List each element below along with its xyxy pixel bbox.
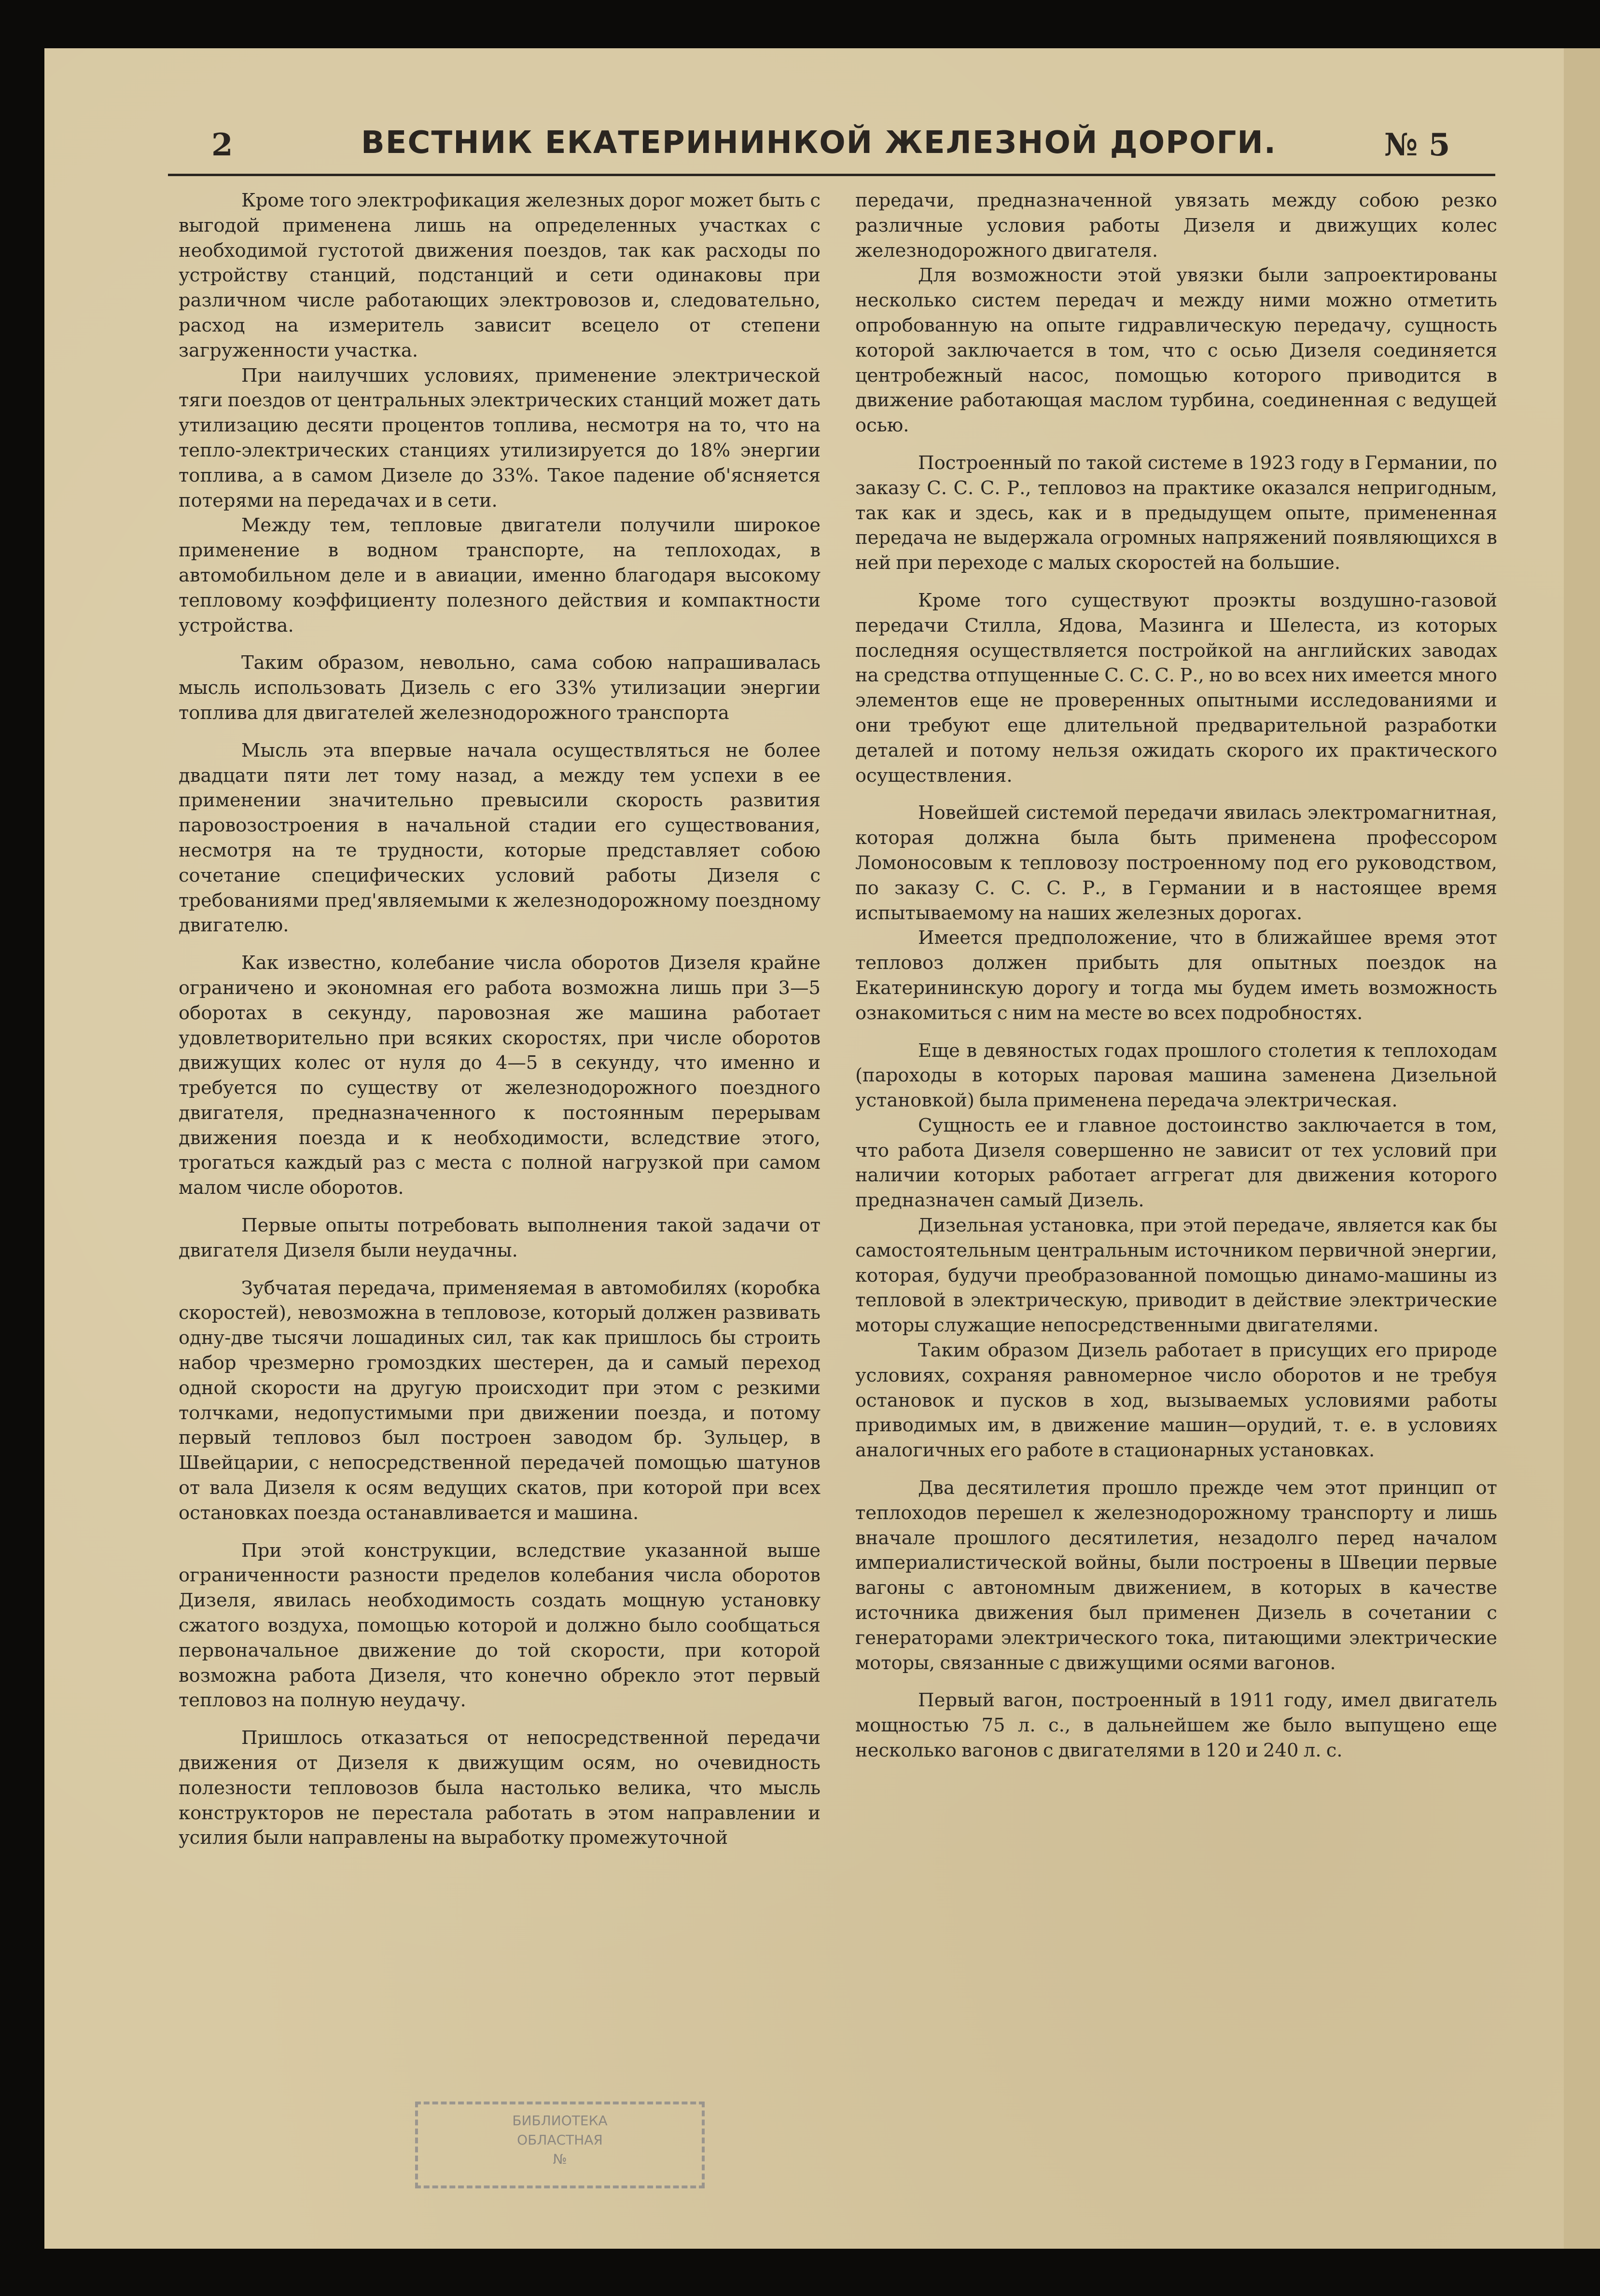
- page-edge: [1564, 48, 1600, 2249]
- stamp-line: №: [553, 2151, 567, 2167]
- paragraph: Дизельная установка, при этой передаче, является как бы самостоятельным центральным источником первичной энергии, которая, будучи преобразованной помощью динамо-машины из тепловой в электрическую, приводит в действие электрические моторы служащие непосредственными двигателями.: [855, 1215, 1497, 1337]
- left-column: [179, 188, 821, 1851]
- paragraph: Два десятилетия прошло прежде чем этот принцип от теплоходов перешел к железнодорожному транспорту и лишь вначале прошлого десятилетия, незадолго перед началом империалистической войны, были построены в Швеции первые вагоны с автономным движением, в которых в качестве источника движения был применен Дизель в сочетании с генераторами электрического тока, питающими электрические моторы, связанные с движущими осями вагонов.: [855, 1477, 1497, 1674]
- paragraph: Пришлось отказаться от непосредственной передачи движения от Дизеля к движущим осям, но очевидность полезности тепловозов была настолько велика, что мысль конструкторов не перестала работать в этом направлении и усилия были направлены на выработку промежуточной: [179, 1727, 821, 1849]
- stamp-line: БИБЛИОТЕКА: [512, 2113, 608, 2129]
- paragraph: Еще в девяностых годах прошлого столетия к теплоходам (пароходы в которых паровая машина заменена Дизельной установкой) была применена передача электрическая.: [855, 1039, 1497, 1112]
- issue-number: № 5: [1384, 127, 1450, 163]
- paragraph: Зубчатая передача, применяемая в автомобилях (коробка скоростей), невозможна в тепловозе, который должен развивать одну-две тысячи лошадиных сил, так как пришлось бы строить набор чрезмерно громоздких шестерен, да и самый переход одной скорости на другую происходит при этом с резкими толчками, недопустимыми при движении поезда, и потому первый тепловоз был построен заводом бр. Зульцер, в Швейцарии, с непосредственной передачей помощью шатунов от вала Дизеля к осям ведущих скатов, при которой при всех остановках поезда останавливается и машина.: [179, 1277, 821, 1524]
- newspaper-title: ВЕСТНИК ЕКАТЕРИНИНКОЙ ЖЕЛЕЗНОЙ ДОРОГИ.: [361, 125, 1277, 161]
- page-number: 2: [211, 127, 233, 163]
- paragraph: Первые опыты потребовать выполнения такой задачи от двигателя Дизеля были неудачны.: [179, 1215, 821, 1261]
- paragraph: Таким образом Дизель работает в присущих его природе условиях, сохраняя равномерное число оборотов и не требуя остановок и пусков в ход, вызываемых условиями работы приводимых им, в движение машин—орудий, т. е. в условиях аналогичных его работе в стационарных установках.: [855, 1340, 1497, 1462]
- right-column: [855, 188, 1497, 1763]
- paragraph: Как известно, колебание числа оборотов Дизеля крайне ограничено и экономная его работа возможна лишь при 3—5 оборотах в секунду, паровозная же машина работает удовлетворительно при всяких скоростях, при числе оборотов движущих колес от нуля до 4—5 в секунду, что именно и требуется по существу от железнодорожного поездного двигателя, предназначенного к постоянным перерывам движения поезда и к необходимости, вследствие этого, трогаться каждый раз с места с полной нагрузкой при самом малом числе оборотов.: [179, 952, 821, 1199]
- library-stamp: [415, 2102, 705, 2188]
- paragraph: Между тем, тепловые двигатели получили широкое применение в водном транспорте, на теплоходах, в автомобильном деле и в авиации, именно благодаря высокому тепловому коэффициенту полезного действия и компактности устройства.: [179, 514, 821, 636]
- paragraph: Построенный по такой системе в 1923 году в Германии, по заказу С. С. С. Р., тепловоз на практике оказался непригодным, так как и здесь, как и в предыдущем опыте, примененная передача не выдержала огромных напряжений появляющихся в ней при переходе с малых скоростей на большие.: [855, 452, 1497, 574]
- stamp-line: ОБЛАСТНАЯ: [517, 2132, 603, 2148]
- paragraph: Первый вагон, построенный в 1911 году, имел двигатель мощностью 75 л. с., в дальнейшем же было выпущено еще несколько вагонов с двигателями в 120 и 240 л. с.: [855, 1689, 1497, 1762]
- paragraph: передачи, предназначенной увязать между собою резко различные условия работы Дизеля и движущих колес железнодорожного двигателя.: [855, 190, 1497, 262]
- paragraph: Сущность ее и главное достоинство заключается в том, что работа Дизеля совершенно не зависит от тех условий при наличии которых работает аггрегат для движения которого предназначен самый Дизель.: [855, 1114, 1497, 1212]
- paragraph: Таким образом, невольно, сама собою напрашивалась мысль использовать Дизель с его 33% утилизации энергии топлива для двигателей железнодорожного транспорта: [179, 652, 821, 724]
- paragraph: Новейшей системой передачи явилась электромагнитная, которая должна была быть применена профессором Ломоносовым к тепловозу построенному под его руководством, по заказу С. С. С. Р., в Германии и в настоящее время испытываемому на наших железных дорогах.: [855, 802, 1497, 924]
- header-rule: [168, 174, 1495, 176]
- paragraph: При наилучших условиях, применение электрической тяги поездов от центральных электрических станций может дать утилизацию десяти процентов топлива, несмотря на то, что на тепло-электрических станциях утилизируется до 18% энергии топлива, а в самом Дизеле до 33%. Такое падение об'ясняется потерями на передачах и в сети.: [179, 364, 821, 512]
- paragraph: При этой конструкции, вследствие указанной выше ограниченности разности пределов колебания числа оборотов Дизеля, явилась необходимость создать мощную установку сжатого воздуха, помощью которой и должно было сообщаться первоначальное движение до той скорости, при которой возможна работа Дизеля, что конечно обрекло этот первый тепловоз на полную неудачу.: [179, 1539, 821, 1712]
- paragraph: Кроме того электрофикация железных дорог может быть с выгодой применена лишь на определенных участках с необходимой густотой движения поездов, так как расходы по устройству станций, подстанций и сети одинаковы при различном числе работающих электровозов и, следовательно, расход на измеритель зависит всецело от степени загруженности участка.: [179, 190, 821, 361]
- paragraph: Имеется предположение, что в ближайшее время этот тепловоз должен прибыть для опытных поездок на Екатерининскую дорогу и тогда мы будем иметь возможность ознакомиться с ним на месте во всех подробностях.: [855, 927, 1497, 1024]
- paragraph: Для возможности этой увязки были запроектированы несколько систем передач и между ними можно отметить опробованную на опыте гидравлическую передачу, сущность которой заключается в том, что с осью Дизеля соединяется центробежный насос, помощью которого приводится в движение работающая маслом турбина, соединенная с ведущей осью.: [855, 264, 1497, 437]
- paragraph: Мысль эта впервые начала осуществляться не более двадцати пяти лет тому назад, а между тем успехи в ее применении значительно превысили скорость развития паровозостроения в начальной стадии его существования, несмотря на те трудности, которые представляет собою сочетание специфических условий работы Дизеля с требованиями пред'являемыми к железнодорожному поездному двигателю.: [179, 739, 821, 937]
- page-header: [168, 123, 1495, 171]
- paragraph: Кроме того существуют проэкты воздушно-газовой передачи Стилла, Ядова, Мазинга и Шелеста, из которых последняя осуществляется постройкой на английских заводах на средства отпущенные С. С. С. Р., но во всех них имеется много элементов еще не проверенных опытными исследованиями и они требуют еще длительной предварительной разработки деталей и потому нельзя ожидать скорого их практического осуществления.: [855, 589, 1497, 787]
